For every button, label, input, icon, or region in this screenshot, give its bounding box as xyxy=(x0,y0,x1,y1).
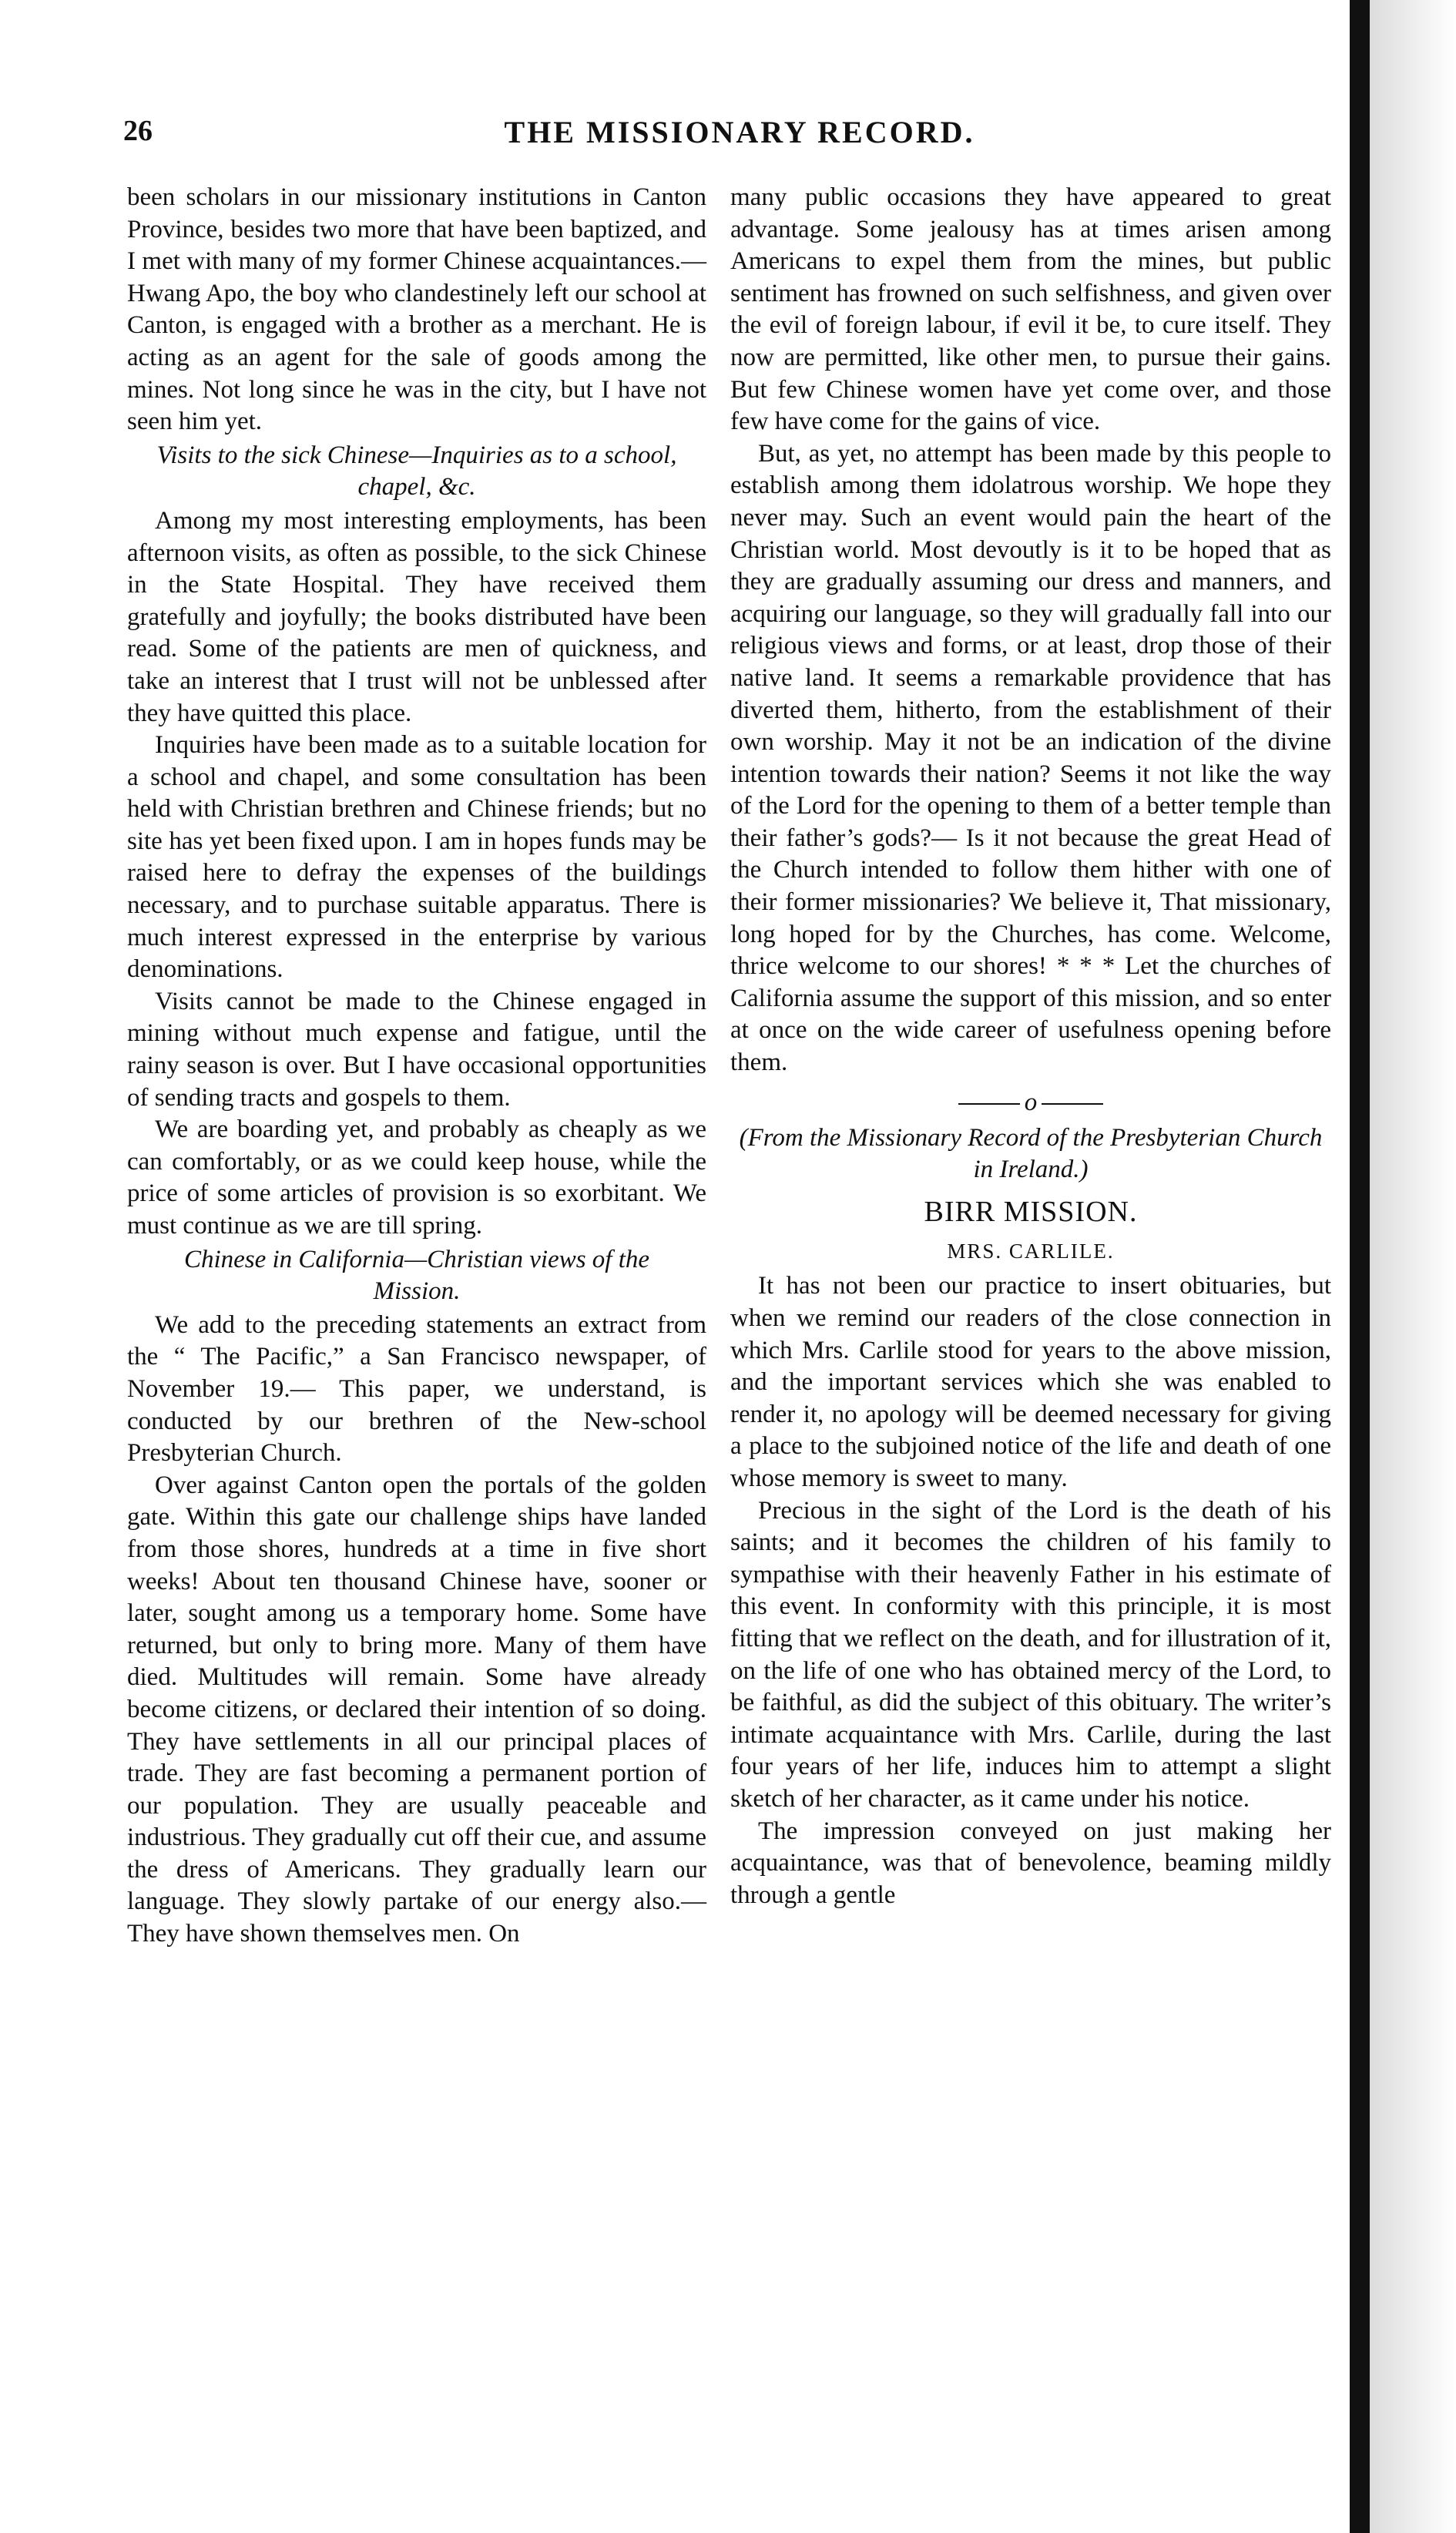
left-column xyxy=(127,182,706,1951)
paragraph: We are boarding yet, and probably as cheaply as we can comfortably, or as we could keep house, while the price of some articles of provision is so exorbitant. We must continue as we are till spring. xyxy=(127,1116,706,1240)
page-edge-shadow xyxy=(1350,0,1370,2533)
page-number: 26 xyxy=(123,115,153,147)
paragraph: Visits cannot be made to the Chinese engaged in mining without much expense and fatigue, until the rainy season is over. But I have occasional opportunities of sending tracts and gospels to them. xyxy=(127,987,706,1112)
source-note: (From the Missionary Record of the Presbyterian Church in Ireland.) xyxy=(739,1123,1323,1184)
paragraph: Inquiries have been made as to a suitable location for a school and chapel, and some consultation has been held with Christian brethren and Chinese friends; but no site has yet been fixed upon. I am in hopes funds may be raised here to defray the expenses of the buildings necessary, and to purchase suitable apparatus. There is much interest expressed in the enterprise by various denominations. xyxy=(127,731,706,984)
subheading-visits: Visits to the sick Chinese—Inquiries as to a school, chapel, &c. xyxy=(156,441,677,502)
section-title: BIRR MISSION. xyxy=(924,1195,1138,1228)
divider-rule-left xyxy=(958,1103,1020,1105)
paragraph: But, as yet, no attempt has been made by this people to establish among them idolatrous worship. We hope they never may. Such an event would pain the heart of the Christian world. Most devoutly is it to be hoped that as they are gradually assuming our dress and manners, and acquiring our language, so they will gradually fall into our religious views and forms, or at least, drop those of their native land. It seems a remarkable providence that has diverted them, hitherto, from the establishment of their own worship. May it not be an indication of the divine intention towards their nation? Seems it not like the way of the Lord for the opening to them of a better temple than their father’s gods?— Is it not because the great Head of the Church intended to follow them hither with one of their former missionaries? We believe it, That missionary, long hoped for by the Churches, has come. Welcome, thrice welcome to our shores! * * * Let the churches of California assume the support of this mission, and so enter at once on the wide career of usefulness opening before them. xyxy=(730,439,1331,1077)
paragraph: been scholars in our missionary institutions in Canton Province, besides two more that have been baptized, and I met with many of my former Chinese acquaintances.— Hwang Apo, the boy who clandestinely left our school at Canton, is engaged with a brother as a merchant. He is acting as an agent for the sale of goods among the mines. Not long since he was in the city, but I have not seen him yet. xyxy=(127,183,706,436)
paragraph: The impression conveyed on just making her acquaintance, was that of benevolence, beaming mildly through a gentle xyxy=(730,1817,1331,1909)
paragraph: many public occasions they have appeared to great advantage. Some jealousy has at times arisen among Americans to expel them from the mines, but public sentiment has frowned on such selfishness, and given over the evil of foreign labour, if evil it be, to cure itself. They now are permitted, like other men, to pursue their gains. But few Chinese women have yet come over, and those few have come for the gains of vice. xyxy=(730,183,1331,436)
paragraph: We add to the preceding statements an extract from the “ The Pacific,” a San Francisco newspaper, of November 19.— This paper, we understand, is conducted by our brethren of the New-school Presbyterian Church. xyxy=(127,1310,706,1468)
page-header xyxy=(123,114,1325,160)
obituary-name: MRS. CARLILE. xyxy=(947,1239,1115,1263)
paragraph: Among my most interesting employments, has been afternoon visits, as often as possible, to the sick Chinese in the State Hospital. They have received them gratefully and joyfully; the books distributed have been read. Some of the patients are men of quickness, and take an interest that I trust will not be unblessed after they have quitted this place. xyxy=(127,506,706,727)
section-divider xyxy=(730,1087,1331,1118)
paragraph: It has not been our practice to insert obituaries, but when we remind our readers of the close connection in which Mrs. Carlile stood for years to the above mission, and the important services which she was enabled to render it, no apology will be deemed necessary for giving a place to the subjoined notice of the life and death of one whose memory is sweet to many. xyxy=(730,1272,1331,1492)
divider-rule-right xyxy=(1042,1103,1103,1105)
subheading-chinese-in-california: Chinese in California—Christian views of the Mission. xyxy=(183,1245,650,1306)
paragraph: Over against Canton open the portals of the golden gate. Within this gate our challenge ships have landed from those shores, hundreds at a time in five short weeks! About ten thousand Chinese have, sooner or later, sought among us a temporary home. Some have returned, but only to bring more. Many of them have died. Multitudes will remain. Some have already become citizens, or declared their intention of so doing. They have settlements in all our principal places of trade. They are fast becoming a permanent portion of our population. They are usually peaceable and industrious. They gradually cut off their cue, and assume the dress of Americans. They gradually learn our language. They slowly partake of our energy also.— They have shown themselves men. On xyxy=(127,1471,706,1948)
right-column xyxy=(730,182,1331,1911)
paragraph: Precious in the sight of the Lord is the death of his saints; and it becomes the children of his family to sympathise with their heavenly Father in his estimate of this event. In conformity with this principle, it is most fitting that we reflect on the death, and for illustration of it, on the life of one who has obtained mercy of the Lord, to be faithful, as did the subject of this obituary. The writer’s intimate acquaintance with Mrs. Carlile, during the last four years of her life, induces him to attempt a slight sketch of her character, as it came under his notice. xyxy=(730,1496,1331,1813)
divider-mark: o xyxy=(1024,1088,1038,1116)
running-title: THE MISSIONARY RECORD. xyxy=(504,115,975,149)
page-edge-margin xyxy=(1370,0,1456,2533)
